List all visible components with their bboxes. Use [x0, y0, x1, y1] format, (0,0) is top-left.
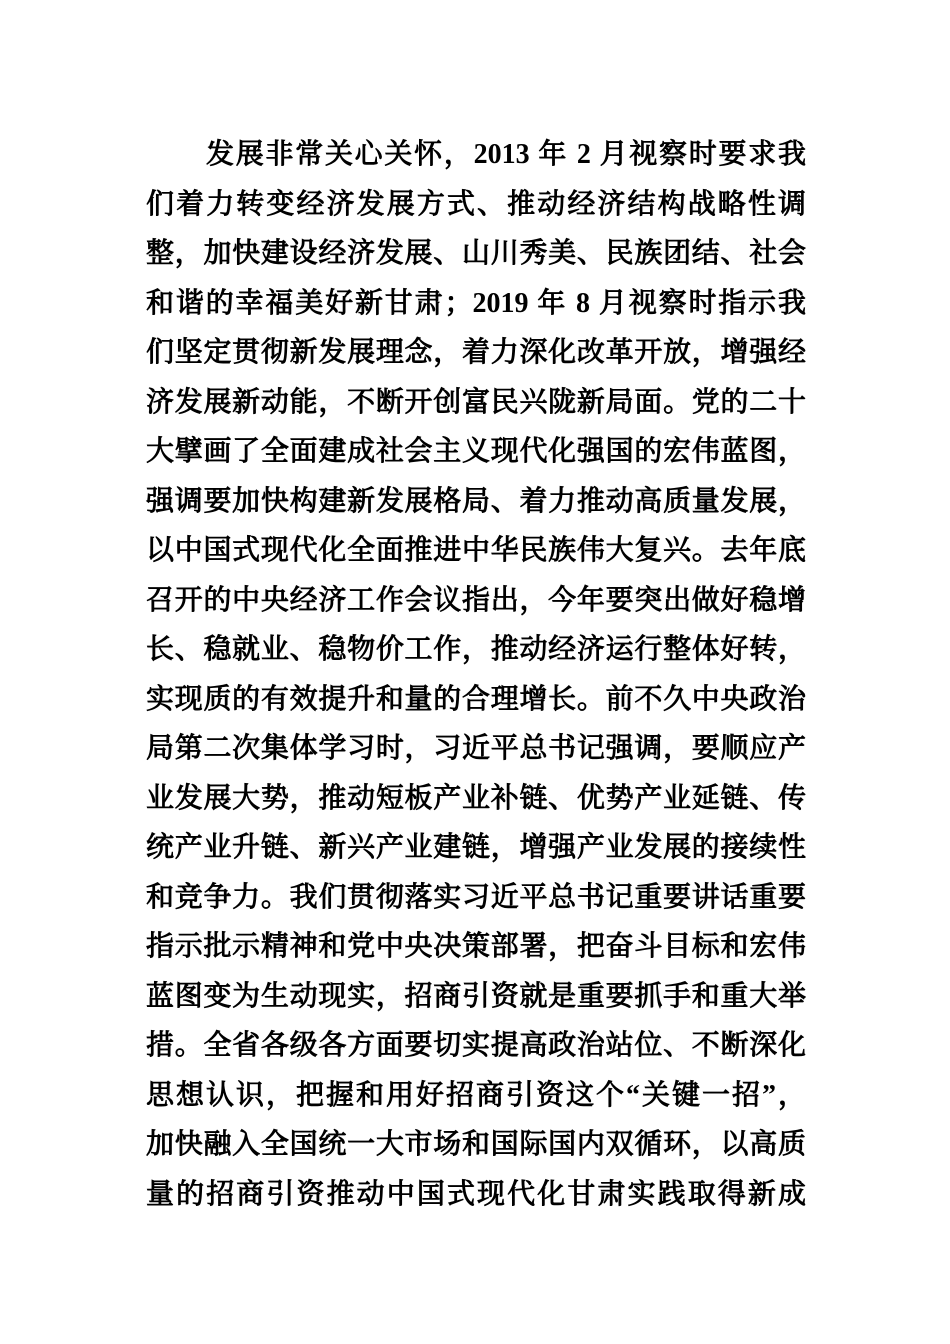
paragraph-line: 济发展新动能，不断开创富民兴陇新局面。党的二十: [146, 386, 806, 418]
paragraph-line: 以中国式现代化全面推进中华民族伟大复兴。去年底: [146, 535, 806, 566]
document-body: [146, 130, 806, 1219]
paragraph-line: 蓝图变为生动现实，招商引资就是重要抓手和重大举: [146, 980, 806, 1012]
paragraph-line: 召开的中央经济工作会议指出，今年要突出做好稳增: [146, 584, 806, 616]
paragraph-line: 长、稳就业、稳物价工作，推动经济运行整体好转，: [146, 634, 806, 665]
paragraph-line: 局第二次集体学习时，习近平总书记强调，要顺应产: [146, 733, 806, 764]
paragraph-line: 和竞争力。我们贯彻落实习近平总书记重要讲话重要: [146, 881, 806, 913]
paragraph-line: 措。全省各级各方面要切实提高政治站位、不断深化: [146, 1030, 806, 1061]
paragraph-line: 业发展大势，推动短板产业补链、优势产业延链、传: [146, 782, 806, 814]
paragraph-line: 大擘画了全面建成社会主义现代化强国的宏伟蓝图，: [146, 436, 806, 467]
paragraph-line: 们着力转变经济发展方式、推动经济结构战略性调: [146, 188, 806, 220]
paragraph-line: 们坚定贯彻新发展理念，着力深化改革开放，增强经: [146, 337, 806, 368]
paragraph-line: 整，加快建设经济发展、山川秀美、民族团结、社会: [146, 238, 806, 269]
paragraph-line: 实现质的有效提升和量的合理增长。前不久中央政治: [146, 683, 806, 715]
paragraph-line: 强调要加快构建新发展格局、着力推动高质量发展，: [146, 485, 806, 517]
paragraph-line: 统产业升链、新兴产业建链，增强产业发展的接续性: [146, 832, 806, 863]
paragraph-line: 量的招商引资推动中国式现代化甘肃实践取得新成: [146, 1178, 806, 1210]
paragraph-line: 和谐的幸福美好新甘肃；2019 年 8 月视察时指示我: [146, 287, 806, 319]
paragraph-line: 思想认识，把握和用好招商引资这个“关键一招”，: [146, 1079, 806, 1111]
paragraph-line: 加快融入全国统一大市场和国际国内双循环，以高质: [146, 1129, 806, 1160]
paragraph-line: 发展非常关心关怀，2013 年 2 月视察时要求我: [206, 139, 806, 170]
paragraph-line: 指示批示精神和党中央决策部署，把奋斗目标和宏伟: [146, 931, 806, 962]
